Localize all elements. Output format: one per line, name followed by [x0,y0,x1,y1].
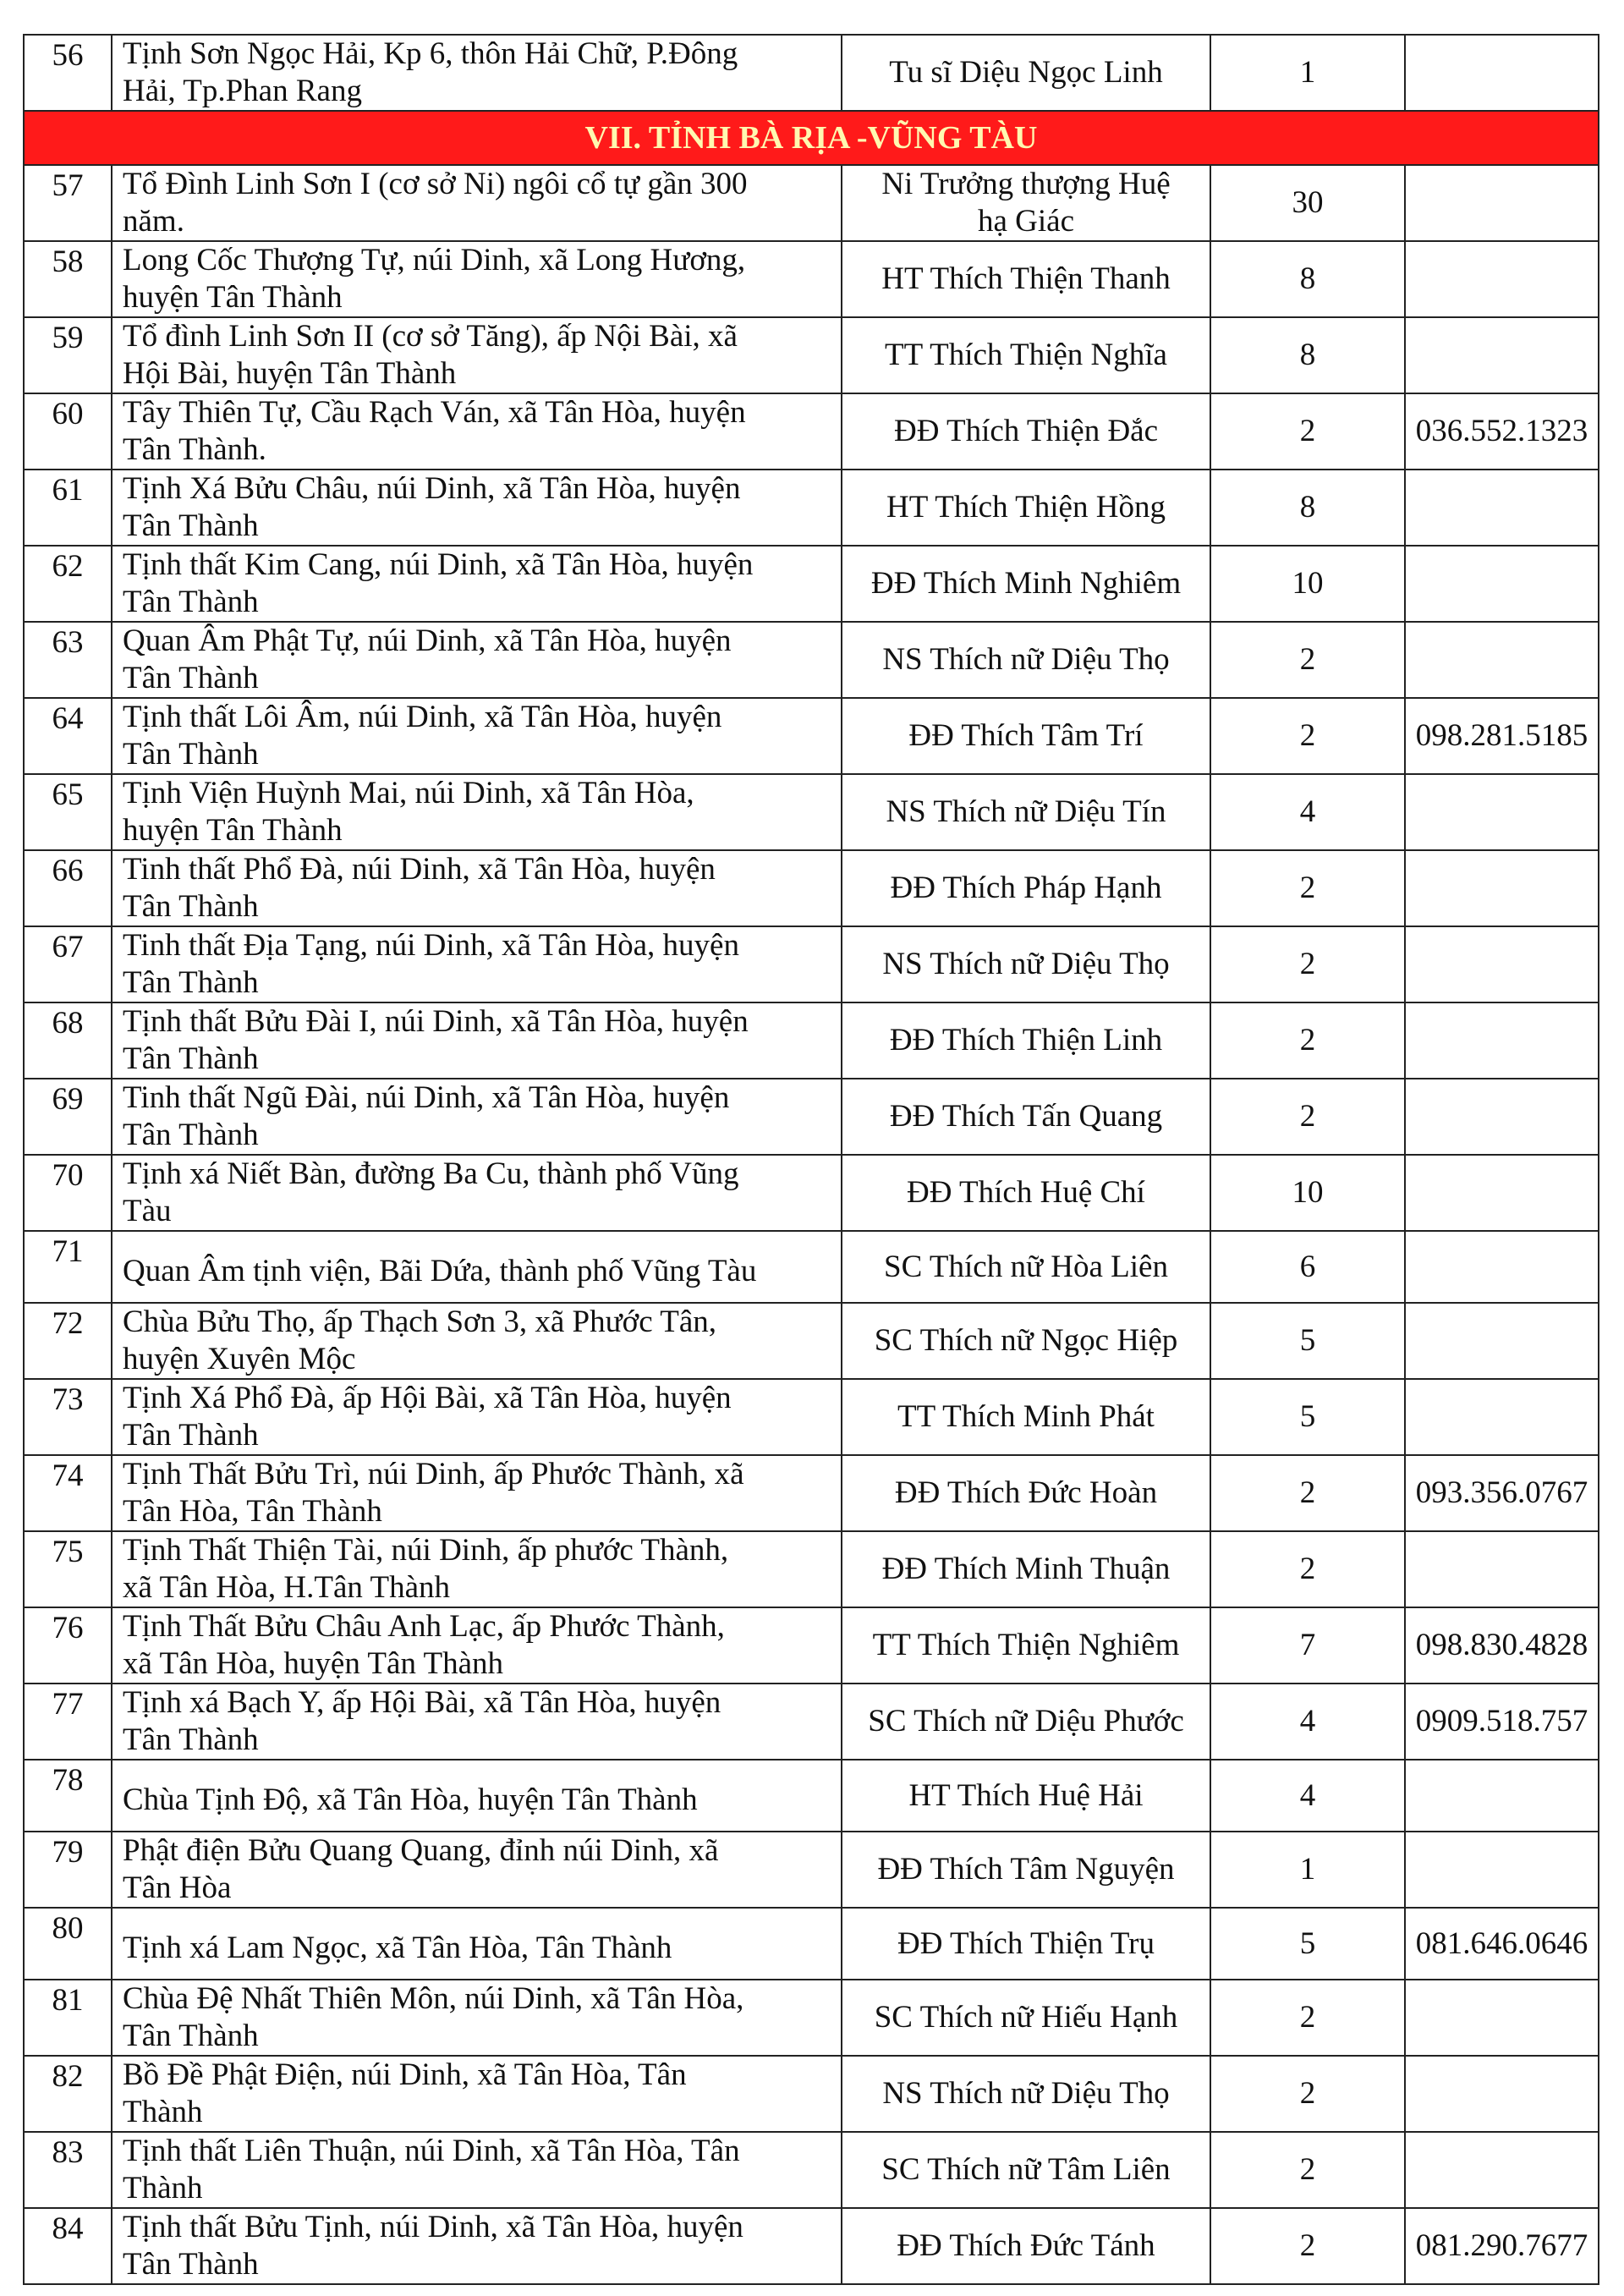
section-heading-row [24,111,1599,165]
phone-number [1405,1303,1599,1379]
address-line: Tinh thất Ngũ Đài, núi Dinh, xã Tân Hòa, huyện [123,1080,730,1115]
abbot-name-line: TT Thích Thiện Nghiêm [872,1628,1180,1662]
phone-number [1405,774,1599,850]
abbot-name-line: ĐĐ Thích Đức Tánh [897,2228,1155,2263]
phone-number [1405,165,1599,241]
address-line: Tân Thành [123,2019,259,2053]
temple-address [112,2208,842,2284]
table-row [24,698,1599,774]
address-line: Hải, Tp.Phan Rang [123,74,362,108]
quantity: 7 [1210,1607,1405,1684]
abbot-name-line: ĐĐ Thích Tâm Trí [908,718,1144,753]
address-line: Tịnh Xá Bửu Châu, núi Dinh, xã Tân Hòa, huyện [123,471,741,506]
quantity: 8 [1210,470,1405,546]
abbot-name [842,393,1210,470]
temple-address [112,774,842,850]
table-row [24,35,1599,111]
donation-table [23,34,1599,2285]
quantity: 2 [1210,2208,1405,2284]
phone-number [1405,1980,1599,2056]
row-number: 77 [24,1684,112,1760]
abbot-name [842,1832,1210,1908]
address-line: Phật điện Bửu Quang Quang, đỉnh núi Dinh, xã [123,1833,719,1868]
temple-address [112,1760,842,1832]
phone-number: 081.290.7677 [1405,2208,1599,2284]
abbot-name-line: SC Thích nữ Tâm Liên [881,2152,1171,2187]
abbot-name [842,1155,1210,1231]
temple-address [112,35,842,111]
address-line: Tịnh Thất Bửu Châu Anh Lạc, ấp Phước Thành, [123,1609,725,1644]
temple-address [112,1832,842,1908]
abbot-name [842,926,1210,1002]
phone-number [1405,1155,1599,1231]
abbot-name [842,1980,1210,2056]
table-row [24,1832,1599,1908]
address-line: Tân Thành [123,585,259,619]
phone-number [1405,926,1599,1002]
quantity: 4 [1210,1684,1405,1760]
address-line: Tịnh Xá Phổ Đà, ấp Hội Bài, xã Tân Hòa, huyện [123,1381,732,1415]
table-row [24,2208,1599,2284]
abbot-name-line: SC Thích nữ Ngọc Hiệp [874,1323,1178,1358]
phone-number [1405,35,1599,111]
row-number: 82 [24,2056,112,2132]
address-line: Tinh thất Phổ Đà, núi Dinh, xã Tân Hòa, huyện [123,852,716,887]
address-line: Tân Thành [123,2247,259,2282]
abbot-name [842,2208,1210,2284]
phone-number [1405,850,1599,926]
temple-address [112,926,842,1002]
abbot-name [842,1908,1210,1980]
abbot-name [842,698,1210,774]
address-line: Tân Thành [123,889,259,924]
address-line: Chùa Bửu Thọ, ấp Thạch Sơn 3, xã Phước Tân, [123,1305,717,1339]
quantity: 8 [1210,241,1405,317]
temple-address [112,393,842,470]
address-line: Quan Âm tịnh viện, Bãi Dứa, thành phố Vũng Tàu [123,1253,757,1288]
address-line: Tịnh thất Lôi Âm, núi Dinh, xã Tân Hòa, huyện [123,700,722,734]
address-line: huyện Tân Thành [123,813,343,848]
phone-number: 093.356.0767 [1405,1455,1599,1531]
table-row [24,470,1599,546]
quantity: 1 [1210,35,1405,111]
abbot-name-line: NS Thích nữ Diệu Thọ [882,642,1170,677]
temple-address [112,1455,842,1531]
row-number: 74 [24,1455,112,1531]
temple-address [112,622,842,698]
temple-address [112,698,842,774]
row-number: 72 [24,1303,112,1379]
address-line: huyện Tân Thành [123,280,343,315]
temple-address [112,1303,842,1379]
table-row [24,774,1599,850]
temple-address [112,1607,842,1684]
phone-number [1405,1231,1599,1303]
phone-number [1405,470,1599,546]
address-line: Tịnh Thất Thiện Tài, núi Dinh, ấp phước Thành, [123,1533,729,1568]
row-number: 80 [24,1908,112,1980]
address-line: Tịnh thất Liên Thuận, núi Dinh, xã Tân Hòa, Tân [123,2134,740,2168]
address-line: Tân Thành [123,1041,259,1076]
address-line: Tân Hòa, Tân Thành [123,1494,382,1529]
quantity: 5 [1210,1908,1405,1980]
table-body [24,35,1599,2284]
row-number: 66 [24,850,112,926]
abbot-name-line: Ni Trưởng thượng Huệ [881,167,1171,201]
table-row [24,1303,1599,1379]
phone-number [1405,2132,1599,2208]
table-row [24,2132,1599,2208]
address-line: Tịnh Viện Huỳnh Mai, núi Dinh, xã Tân Hòa, [123,776,694,810]
table-row [24,1079,1599,1155]
abbot-name-line: ĐĐ Thích Minh Thuận [881,1552,1171,1586]
phone-number [1405,317,1599,393]
phone-number [1405,622,1599,698]
abbot-name [842,2056,1210,2132]
address-line: Long Cốc Thượng Tự, núi Dinh, xã Long Hương, [123,243,746,277]
quantity: 2 [1210,1002,1405,1079]
address-line: Tân Thành [123,737,259,772]
phone-number: 081.646.0646 [1405,1908,1599,1980]
address-line: Tổ đình Linh Sơn II (cơ sở Tăng), ấp Nội Bài, xã [123,319,738,354]
row-number: 84 [24,2208,112,2284]
table-row [24,241,1599,317]
address-line: Tân Hòa [123,1870,232,1905]
table-row [24,393,1599,470]
abbot-name: Tu sĩ Diệu Ngọc Linh [842,35,1210,111]
abbot-name-line: ĐĐ Thích Pháp Hạnh [890,871,1162,905]
phone-number [1405,1002,1599,1079]
table-row [24,926,1599,1002]
phone-number: 036.552.1323 [1405,393,1599,470]
abbot-name [842,1379,1210,1455]
temple-address [112,470,842,546]
quantity: 2 [1210,393,1405,470]
address-line: Tân Thành [123,508,259,543]
abbot-name-line: NS Thích nữ Diệu Thọ [882,2076,1170,2111]
phone-number [1405,1760,1599,1832]
address-line: Tịnh thất Bửu Đài I, núi Dinh, xã Tân Hòa, huyện [123,1004,749,1039]
table-row [24,1607,1599,1684]
abbot-name [842,546,1210,622]
address-line: huyện Xuyên Mộc [123,1342,356,1376]
abbot-name-line: ĐĐ Thích Thiện Đắc [893,414,1159,448]
quantity: 30 [1210,165,1405,241]
abbot-name-line: HT Thích Thiện Thanh [881,261,1171,296]
table-row [24,1379,1599,1455]
abbot-name [842,1231,1210,1303]
table-row [24,1155,1599,1231]
address-line: Tổ Đình Linh Sơn I (cơ sở Ni) ngôi cổ tự gần 300 [123,167,748,201]
temple-address [112,1079,842,1155]
temple-address [112,1980,842,2056]
abbot-name [842,2132,1210,2208]
phone-number: 0909.518.757 [1405,1684,1599,1760]
row-number: 76 [24,1607,112,1684]
phone-number [1405,1531,1599,1607]
row-number: 79 [24,1832,112,1908]
table-row [24,1684,1599,1760]
abbot-name-line: ĐĐ Thích Thiện Trụ [897,1925,1155,1961]
table-row [24,546,1599,622]
quantity: 2 [1210,2056,1405,2132]
row-number: 58 [24,241,112,317]
quantity: 2 [1210,698,1405,774]
address-line: Thành [123,2095,203,2129]
address-line: Tân Thành [123,1722,259,1757]
table-row [24,1455,1599,1531]
row-number: 61 [24,470,112,546]
row-number: 69 [24,1079,112,1155]
abbot-name-line: NS Thích nữ Diệu Tín [886,794,1166,829]
address-line: Tịnh xá Niết Bàn, đường Ba Cu, thành phố Vũng [123,1156,739,1191]
abbot-name [842,1531,1210,1607]
address-line: Tàu [123,1194,172,1228]
table-row [24,2056,1599,2132]
abbot-name [842,1607,1210,1684]
phone-number [1405,1832,1599,1908]
address-line: Tịnh Sơn Ngọc Hải, Kp 6, thôn Hải Chữ, P.Đông [123,36,738,71]
row-number: 63 [24,622,112,698]
abbot-name [842,470,1210,546]
abbot-name [842,1303,1210,1379]
abbot-name-line: ĐĐ Thích Tấn Quang [889,1099,1163,1134]
temple-address [112,546,842,622]
row-number: 56 [24,35,112,111]
table-row [24,850,1599,926]
temple-address [112,165,842,241]
address-line: Tịnh thất Bửu Tịnh, núi Dinh, xã Tân Hòa, huyện [123,2210,743,2244]
address-line: Tân Thành. [123,432,266,467]
phone-number [1405,241,1599,317]
temple-address [112,1379,842,1455]
phone-number [1405,1379,1599,1455]
row-number: 68 [24,1002,112,1079]
quantity: 10 [1210,546,1405,622]
address-line: Tinh thất Địa Tạng, núi Dinh, xã Tân Hòa, huyện [123,928,739,963]
quantity: 2 [1210,850,1405,926]
address-line: Tân Thành [123,1118,259,1152]
abbot-name [842,165,1210,241]
abbot-name-line: HT Thích Huệ Hải [908,1777,1144,1813]
address-line: Tây Thiên Tự, Cầu Rạch Ván, xã Tân Hòa, huyện [123,395,746,430]
abbot-name [842,622,1210,698]
abbot-name [842,1760,1210,1832]
temple-address [112,1684,842,1760]
table-row [24,317,1599,393]
quantity: 6 [1210,1231,1405,1303]
row-number: 60 [24,393,112,470]
address-line: năm. [123,204,184,239]
abbot-name [842,1002,1210,1079]
abbot-name-line: ĐĐ Thích Huệ Chí [907,1175,1145,1210]
abbot-name-line: SC Thích nữ Hiếu Hạnh [874,2000,1178,2035]
table-row [24,1980,1599,2056]
abbot-name-line: ĐĐ Thích Đức Hoàn [894,1475,1158,1510]
address-line: Tân Thành [123,965,259,1000]
abbot-name-line: ĐĐ Thích Minh Nghiêm [870,566,1182,601]
address-line: Tịnh xá Lam Ngọc, xã Tân Hòa, Tân Thành [123,1930,672,1965]
temple-address [112,1155,842,1231]
abbot-name-line: ĐĐ Thích Tâm Nguyện [877,1852,1175,1887]
abbot-name [842,317,1210,393]
abbot-name [842,1079,1210,1155]
row-number: 59 [24,317,112,393]
table-row [24,622,1599,698]
abbot-name [842,1455,1210,1531]
row-number: 62 [24,546,112,622]
table-row [24,1531,1599,1607]
abbot-name-line: SC Thích nữ Diệu Phước [868,1704,1184,1738]
address-line: Quan Âm Phật Tự, núi Dinh, xã Tân Hòa, huyện [123,623,732,658]
address-line: Thành [123,2171,203,2205]
table-row [24,1908,1599,1980]
row-number: 64 [24,698,112,774]
address-line: Chùa Tịnh Độ, xã Tân Hòa, huyện Tân Thành [123,1782,698,1817]
address-line: Hội Bài, huyện Tân Thành [123,356,457,391]
quantity: 2 [1210,1455,1405,1531]
table-row [24,1231,1599,1303]
table-row [24,165,1599,241]
abbot-name-line: ĐĐ Thích Thiện Linh [889,1023,1163,1057]
address-line: Tân Thành [123,661,259,695]
row-number: 73 [24,1379,112,1455]
abbot-name [842,850,1210,926]
quantity: 2 [1210,1531,1405,1607]
phone-number [1405,1079,1599,1155]
row-number: 81 [24,1980,112,2056]
row-number: 70 [24,1155,112,1231]
quantity: 4 [1210,774,1405,850]
row-number: 57 [24,165,112,241]
temple-address [112,1531,842,1607]
table-row [24,1760,1599,1832]
row-number: 78 [24,1760,112,1832]
phone-number [1405,546,1599,622]
quantity: 10 [1210,1155,1405,1231]
row-number: 71 [24,1231,112,1303]
temple-address [112,317,842,393]
address-line: Bồ Đề Phật Điện, núi Dinh, xã Tân Hòa, Tân [123,2057,687,2092]
address-line: Tịnh Thất Bửu Trì, núi Dinh, ấp Phước Thành, xã [123,1457,744,1491]
address-line: Chùa Đệ Nhất Thiên Môn, núi Dinh, xã Tân Hòa, [123,1981,744,2016]
temple-address [112,2056,842,2132]
address-line: Tịnh thất Kim Cang, núi Dinh, xã Tân Hòa, huyện [123,547,754,582]
abbot-name-line: HT Thích Thiện Hồng [886,490,1166,525]
abbot-name-line: NS Thích nữ Diệu Thọ [882,947,1170,981]
quantity: 2 [1210,926,1405,1002]
row-number: 65 [24,774,112,850]
quantity: 5 [1210,1303,1405,1379]
address-line: xã Tân Hòa, huyện Tân Thành [123,1646,504,1681]
quantity: 4 [1210,1760,1405,1832]
phone-number: 098.281.5185 [1405,698,1599,774]
row-number: 67 [24,926,112,1002]
phone-number [1405,2056,1599,2132]
phone-number: 098.830.4828 [1405,1607,1599,1684]
abbot-name [842,774,1210,850]
quantity: 2 [1210,1980,1405,2056]
abbot-name-line: TT Thích Minh Phát [897,1399,1155,1434]
abbot-name-line: TT Thích Thiện Nghĩa [885,338,1167,372]
abbot-name [842,1684,1210,1760]
abbot-name [842,241,1210,317]
address-line: Tân Thành [123,1418,259,1453]
temple-address [112,850,842,926]
temple-address [112,1231,842,1303]
abbot-name-line: hạ Giác [977,204,1075,239]
table-row [24,1002,1599,1079]
address-line: Tịnh xá Bạch Y, ấp Hội Bài, xã Tân Hòa, huyện [123,1685,721,1720]
quantity: 5 [1210,1379,1405,1455]
temple-address [112,2132,842,2208]
quantity: 8 [1210,317,1405,393]
row-number: 83 [24,2132,112,2208]
quantity: 2 [1210,2132,1405,2208]
temple-address [112,1908,842,1980]
temple-address [112,241,842,317]
row-number: 75 [24,1531,112,1607]
quantity: 1 [1210,1832,1405,1908]
temple-address [112,1002,842,1079]
quantity: 2 [1210,622,1405,698]
quantity: 2 [1210,1079,1405,1155]
abbot-name-line: SC Thích nữ Hòa Liên [884,1249,1168,1284]
section-heading: VII. TỈNH BÀ RỊA -VŨNG TÀU [24,111,1599,165]
address-line: xã Tân Hòa, H.Tân Thành [123,1570,451,1605]
